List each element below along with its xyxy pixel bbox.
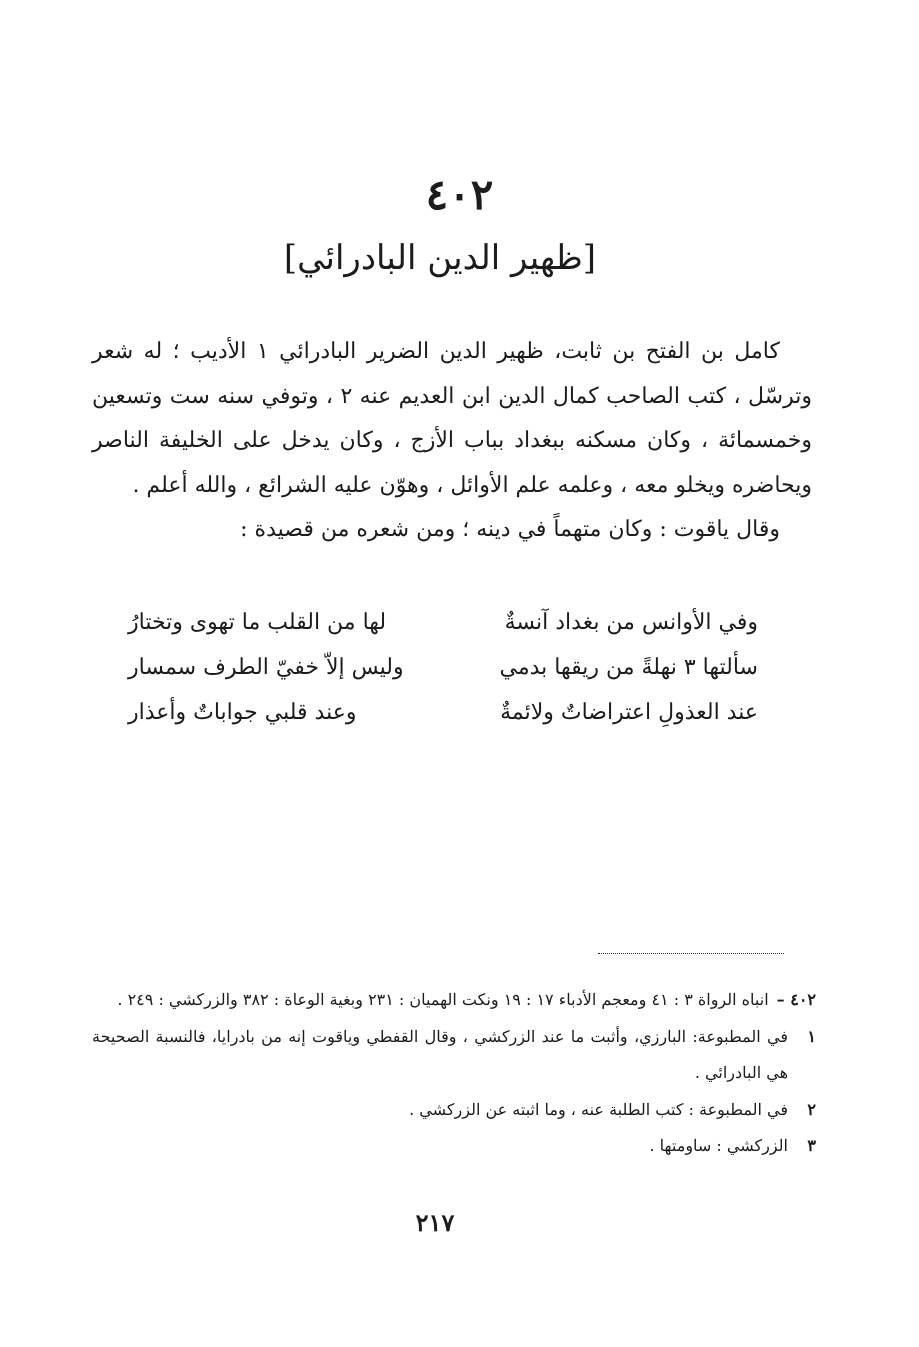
verse-first-hemistich: وفي الأوانس من بغداد آنسةٌ (504, 610, 758, 635)
biography-paragraph: كامل بن الفتح بن ثابت، ظهير الدين الضرير البادرائي ١ الأديب ؛ له شعر وترسّل ، كتب الصاحب كمال الدين ابن العديم عنه ٢ ، وتوفي سنه ست وتسعين وخمسمائة ، وكان مسكنه ببغداد بباب الأزج ، وكان يدخل على الخليفة الناصر ويحاضره ويخلو معه ، وعلمه علم الأوائل ، وهوّن عليه الشرائع ، والله أعلم . (92, 339, 813, 498)
footnote (92, 982, 816, 1019)
footnote-text: في المطبوعة : كتب الطلبة عنه ، وما اثبته عن الزركشي . (409, 1099, 788, 1119)
footnote-separator (598, 953, 784, 954)
entry-title: [ظهير الدين البادرائي] (283, 238, 597, 278)
footnote (92, 1128, 816, 1165)
footnote-text: انباه الرواة ٣ : ٤١ ومعجم الأدباء ١٧ : ١٩ ونكت الهميان : ٢٣١ وبغية الوعاة : ٣٨٢ والزركشي : ٢٤٩ . (117, 990, 769, 1009)
footnote-text: في المطبوعة: البارزي، وأثبت ما عند الزركشي ، وقال القفطي وياقوت إنه من بادرايا، فالنسبة الصحيحة هي البادرائي . (92, 1026, 788, 1082)
footnote-marker: ٤٠٢ – (776, 990, 816, 1009)
footnote (92, 1019, 816, 1092)
footnote-text: الزركشي : ساومتها . (649, 1136, 788, 1155)
biography-text (92, 330, 812, 553)
poem-verse (128, 600, 758, 645)
footnote-marker: ٢ (807, 1099, 816, 1119)
footnotes (92, 982, 816, 1165)
poem-verse (128, 645, 758, 690)
entry-number: ٤٠٢ (425, 170, 494, 219)
poem (128, 600, 758, 735)
yaqut-quote-intro: وقال ياقوت : وكان متهماً في دينه ؛ ومن شعره من قصيدة : (240, 517, 780, 542)
verse-first-hemistich: عند العذولِ اعتراضاتٌ ولائمةٌ (500, 700, 758, 725)
footnote (92, 1092, 816, 1129)
verse-second-hemistich: وعند قلبي جواباتٌ وأعذار (128, 700, 357, 725)
footnote-marker: ٣ (807, 1136, 816, 1155)
page-number: ٢١٧ (415, 1208, 455, 1237)
poem-verse (128, 690, 758, 735)
verse-first-hemistich: سألتها ٣ نهلةً من ريقها بدمي (499, 655, 758, 680)
verse-second-hemistich: وليس إلاّ خفيّ الطرف سمسار (128, 655, 404, 680)
verse-second-hemistich: لها من القلب ما تهوى وتختارُ (128, 610, 387, 635)
footnote-marker: ١ (807, 1026, 816, 1046)
